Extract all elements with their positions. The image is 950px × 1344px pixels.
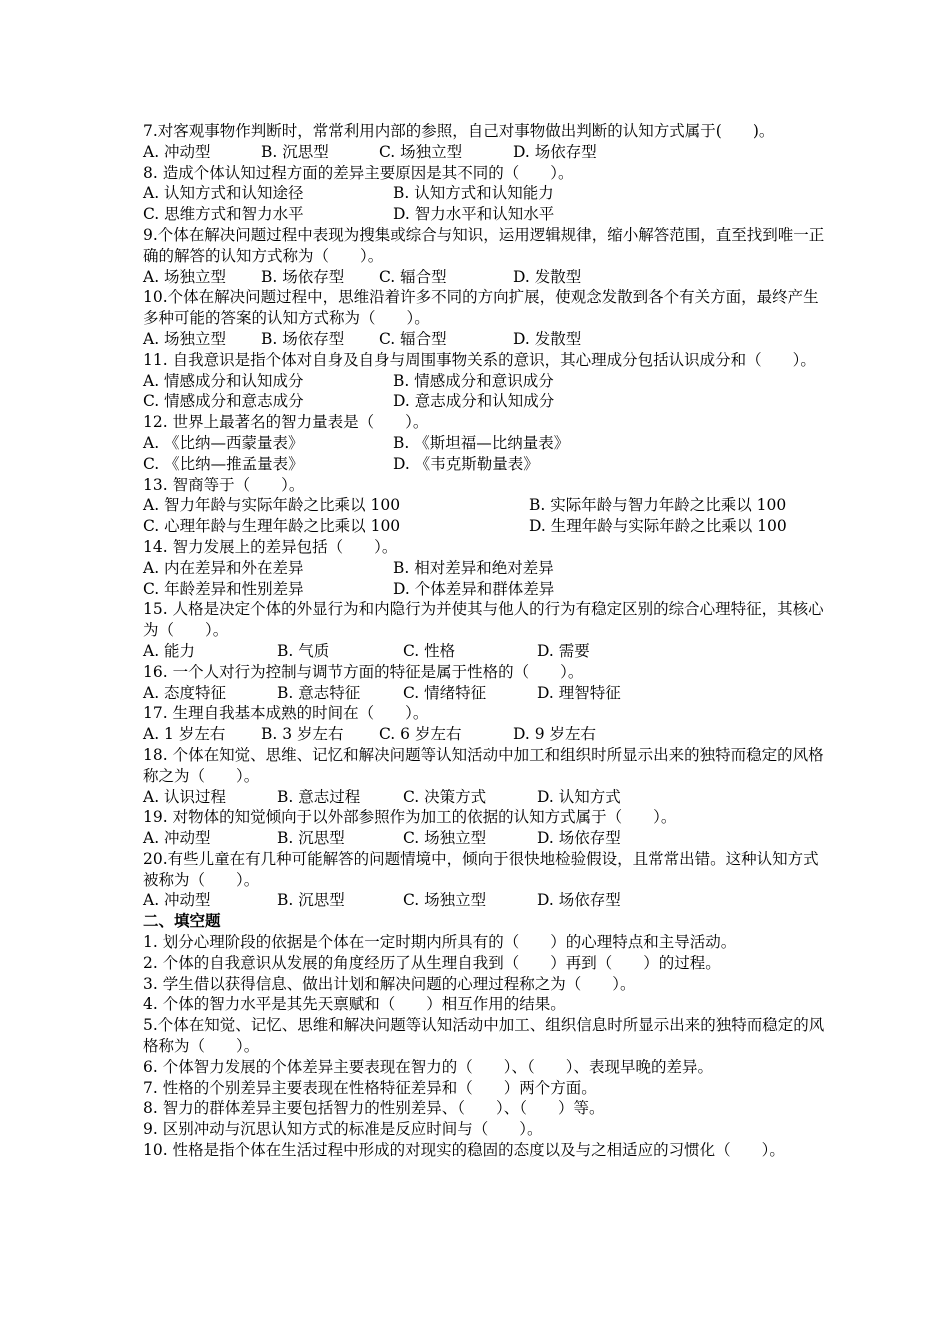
question-text: 20.有些儿童在有几种可能解答的问题情境中，倾向于很快地检验假设，且常常出错。这种认知方式被称为（ ）。 [143,849,819,889]
question-10 [143,287,833,349]
question-7 [143,121,833,163]
question-11 [143,350,833,412]
option-d: D. 个体差异和群体差异 [393,579,555,598]
question-text: 10.个体在解决问题过程中，思维沿着许多不同的方向扩展，使观念发散到各个有关方面，最终产生多种可能的答案的认知方式称为（ ）。 [143,288,819,328]
option-c: C. 辐合型 [379,329,447,348]
option-c: C. 辐合型 [379,267,447,286]
option-a: A. 情感成分和认知成分 [143,371,304,390]
option-c: C. 场独立型 [379,142,463,161]
option-c: C. 性格 [403,641,456,660]
options [143,267,833,288]
option-d: D. 需要 [537,641,590,660]
option-c: C. 决策方式 [403,787,487,806]
options [143,329,833,350]
question-text: 17. 生理自我基本成熟的时间在（ ）。 [143,704,429,723]
question-15 [143,599,833,661]
question-text: 11. 自我意识是指个体对自身及自身与周围事物关系的意识，其心理成分包括认识成分和（ ）。 [143,350,816,369]
option-c: C. 情绪特征 [403,683,487,702]
question-text: 12. 世界上最著名的智力量表是（ ）。 [143,413,429,432]
option-d: D. 理智特征 [537,683,621,702]
option-b: B. 实际年龄与智力年龄之比乘以 100 [529,496,787,515]
option-a: A. 场独立型 [143,329,227,348]
option-b: B. 场依存型 [261,329,345,348]
options [143,433,833,454]
options [143,558,833,579]
option-d: D. 智力水平和认知水平 [393,205,555,224]
option-d: D. 场依存型 [537,829,621,848]
option-d: D. 场依存型 [537,891,621,910]
fill-question-3: 3. 学生借以获得信息、做出计划和解决问题的心理过程称之为（ ）。 [143,974,636,993]
content [143,121,833,1161]
options [143,724,833,745]
fill-question-2: 2. 个体的自我意识从发展的角度经历了从生理自我到（ ）再到（ ）的过程。 [143,953,721,972]
options [143,828,833,849]
fill-question-4: 4. 个体的智力水平是其先天禀赋和（ ）相互作用的结果。 [143,995,566,1014]
option-d: D. 认知方式 [537,787,621,806]
option-d: D. 《韦克斯勒量表》 [393,454,539,473]
option-b: B. 相对差异和绝对差异 [393,558,554,577]
option-a: A. 内在差异和外在差异 [143,558,304,577]
question-text: 19. 对物体的知觉倾向于以外部参照作为加工的依据的认知方式属于（ ）。 [143,808,677,827]
option-a: A. 冲动型 [143,829,211,848]
option-a: A. 冲动型 [143,142,211,161]
options [143,683,833,704]
option-b: B. 情感成分和意识成分 [393,371,554,390]
option-d: D. 发散型 [513,329,582,348]
option-a: A. 场独立型 [143,267,227,286]
fill-question-9: 9. 区别冲动与沉思认知方式的标准是反应时间与（ ）。 [143,1120,543,1139]
option-b: B. 意志过程 [277,787,361,806]
question-19 [143,807,833,849]
options [143,641,833,662]
question-20 [143,849,833,911]
fill-question-6: 6. 个体智力发展的个体差异主要表现在智力的（ ）、（ ）、表现早晚的差异。 [143,1057,713,1076]
option-d: D. 场依存型 [513,142,597,161]
question-14 [143,537,833,599]
question-17 [143,703,833,745]
fill-question-1: 1. 划分心理阶段的依据是个体在一定时期内所具有的（ ）的心理特点和主导活动。 [143,933,737,952]
question-12 [143,412,833,474]
question-text: 7.对客观事物作判断时，常常利用内部的参照，自己对事物做出判断的认知方式属于( )。 [143,122,775,140]
options [143,391,833,412]
question-text: 8. 造成个体认知过程方面的差异主要原因是其不同的（ ）。 [143,163,574,182]
question-text: 18. 个体在知觉、思维、记忆和解决问题等认知活动中加工和组织时所显示出来的独特而稳定的风格称之为（ ）。 [143,745,824,785]
option-d: D. 生理年龄与实际年龄之比乘以 100 [529,517,787,536]
option-a: A. 《比纳—西蒙量表》 [143,433,304,452]
options [143,890,833,911]
options [143,787,833,808]
fill-question-8: 8. 智力的群体差异主要包括智力的性别差异、（ ）、（ ）等。 [143,1099,605,1118]
option-d: D. 意志成分和认知成分 [393,392,555,411]
option-d: D. 发散型 [513,267,582,286]
option-a: A. 认知方式和认知途径 [143,184,304,203]
option-c: C. 思维方式和智力水平 [143,205,304,224]
question-9 [143,225,833,287]
options [143,371,833,392]
option-c: C. 心理年龄与生理年龄之比乘以 100 [143,517,401,536]
option-b: B. 场依存型 [261,267,345,286]
option-a: A. 能力 [143,641,196,660]
option-c: C. 场独立型 [403,891,487,910]
option-c: C. 6 岁左右 [379,725,462,744]
options [143,183,833,204]
options [143,454,833,475]
question-text: 15. 人格是决定个体的外显行为和内隐行为并使其与他人的行为有稳定区别的综合心理特征，其核心为（ ）。 [143,600,824,640]
question-text: 9.个体在解决问题过程中表现为搜集或综合与知识，运用逻辑规律，缩小解答范围，直至找到唯一正确的解答的认知方式称为（ ）。 [143,225,825,265]
question-text: 14. 智力发展上的差异包括（ ）。 [143,537,398,556]
options [143,142,833,163]
option-b: B. 沉思型 [261,142,329,161]
option-a: A. 认识过程 [143,787,227,806]
option-b: B. 气质 [277,641,330,660]
question-text: 13. 智商等于（ ）。 [143,475,305,494]
fill-question-5: 5.个体在知觉、记忆、思维和解决问题等认知活动中加工、组织信息时所显示出来的独特而稳定的风格称为（ ）。 [143,1016,825,1056]
option-c: C. 场独立型 [403,829,487,848]
option-b: B. 意志特征 [277,683,361,702]
question-16 [143,662,833,704]
option-b: B. 3 岁左右 [261,725,344,744]
options [143,516,833,537]
option-c: C. 年龄差异和性别差异 [143,579,304,598]
question-8 [143,163,833,225]
fill-question-7: 7. 性格的个别差异主要表现在性格特征差异和（ ）两个方面。 [143,1078,597,1097]
question-13 [143,475,833,537]
option-b: B. 沉思型 [277,829,345,848]
fill-question-10: 10. 性格是指个体在生活过程中形成的对现实的稳固的态度以及与之相适应的习惯化（ ）。 [143,1141,785,1160]
option-b: B. 认知方式和认知能力 [393,184,554,203]
option-c: C. 情感成分和意志成分 [143,392,304,411]
option-a: A. 冲动型 [143,891,211,910]
section-title: 二、填空题 [143,912,221,931]
option-a: A. 态度特征 [143,683,227,702]
option-b: B. 《斯坦福—比纳量表》 [393,433,570,452]
question-18 [143,745,833,807]
options [143,495,833,516]
option-c: C. 《比纳—推孟量表》 [143,454,304,473]
options [143,204,833,225]
option-b: B. 沉思型 [277,891,345,910]
options [143,579,833,600]
option-d: D. 9 岁左右 [513,725,597,744]
question-text: 16. 一个人对行为控制与调节方面的特征是属于性格的（ ）。 [143,662,584,681]
option-a: A. 1 岁左右 [143,725,226,744]
option-a: A. 智力年龄与实际年龄之比乘以 100 [143,496,401,515]
